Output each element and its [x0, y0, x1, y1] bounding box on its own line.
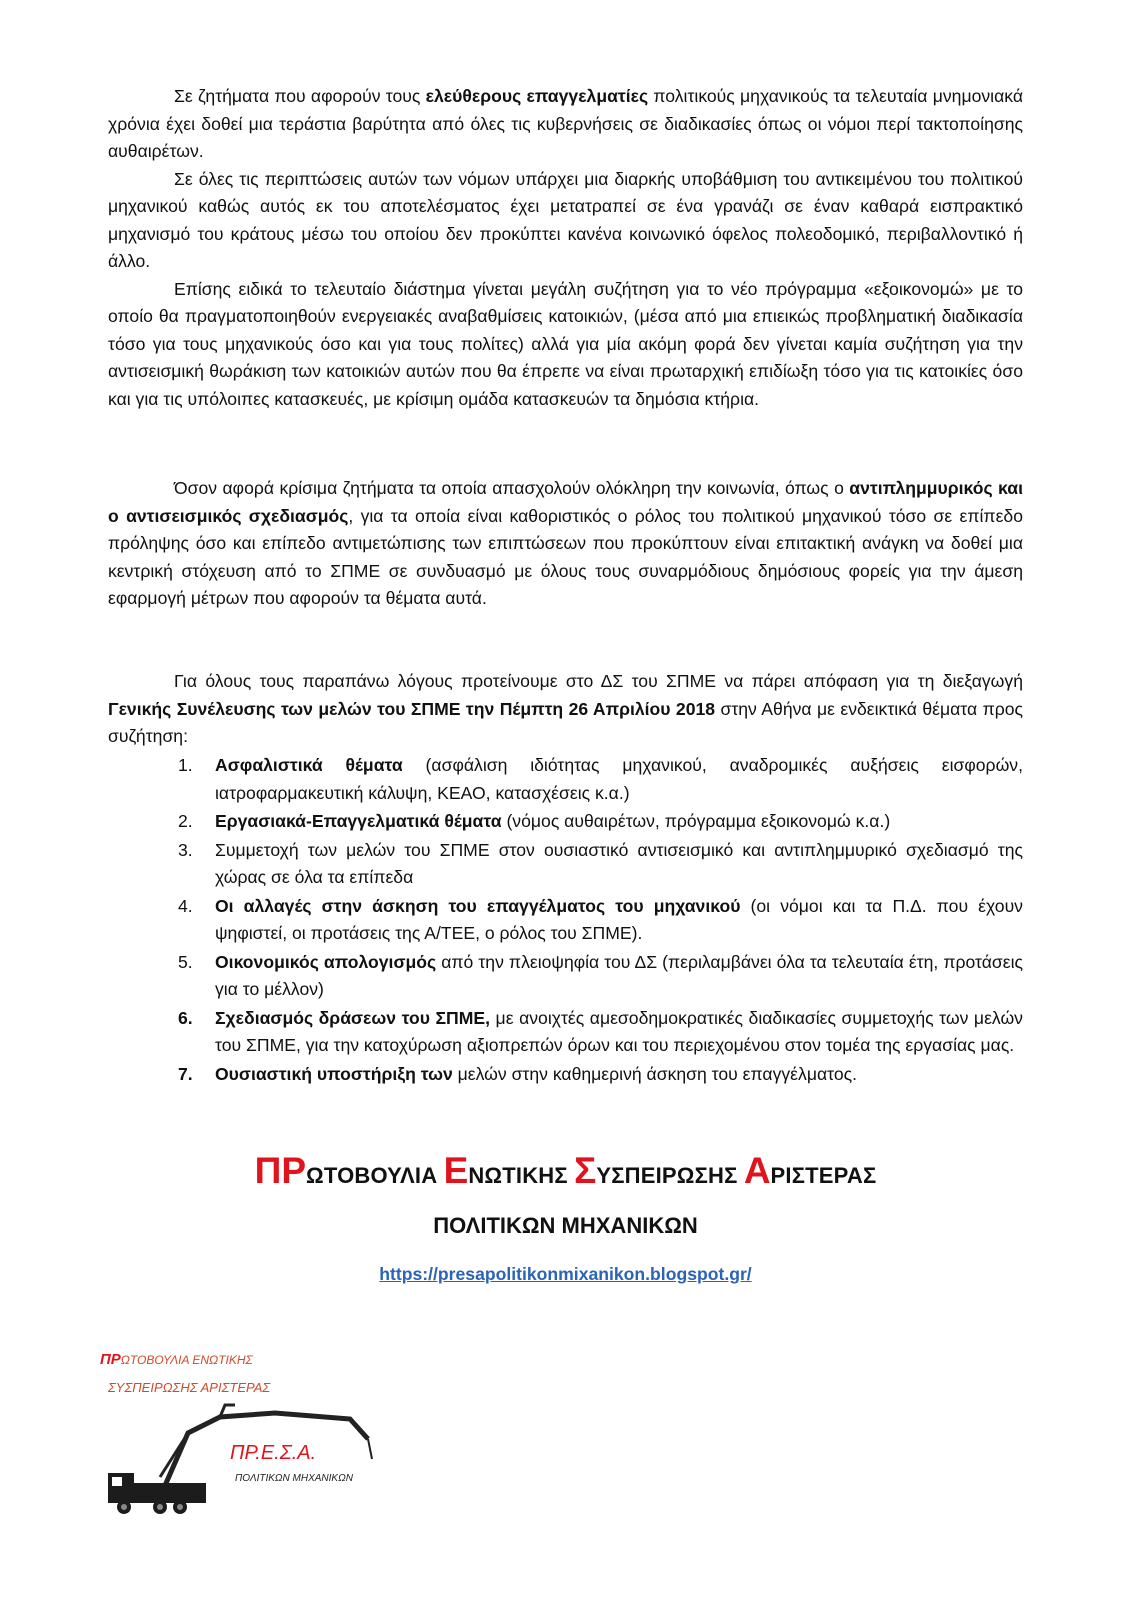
proposal-section — [108, 668, 1023, 751]
logo-caption: ΠΟΛΙΤΙΚΩΝ ΜΗΧΑΝΙΚΩΝ — [235, 1473, 353, 1484]
list-item: 2. Εργασιακά-Επαγγελματικά θέματα (νόμος αυθαιρέτων, πρόγραμμα εξοικονομώ κ.α.) — [178, 811, 891, 831]
list-item: 4. Οι αλλαγές στην άσκηση του επαγγέλματος του μηχανικού (οι νόμοι και τα Π.Δ. που έχουν ψηφιστεί, οι προτάσεις της Α/ΤΕΕ, ο ρόλος του ΣΠΜΕ). — [178, 895, 1023, 943]
crane-truck-logo-icon — [100, 1347, 380, 1527]
blog-link[interactable]: https://presapolitikonmixanikon.blogspot.gr/ — [379, 1264, 752, 1284]
list-item: 5. Οικονομικός απολογισμός από την πλειοψηφία του ΔΣ (περιλαμβάνει όλα τα τελευταία έτη, προτάσεις για το μέλλον) — [178, 951, 1023, 999]
organization-subtitle: ΠΟΛΙΤΙΚΩΝ ΜΗΧΑΝΙΚΩΝ — [433, 1213, 698, 1238]
presa-logo — [100, 1347, 380, 1527]
logo-line1-rest: ΩΤΟΒΟΥΛΙΑ ΕΝΩΤΙΚΗΣ — [120, 1353, 253, 1367]
discussion-topics-list — [178, 752, 1023, 1089]
blog-link-wrapper — [0, 1264, 1131, 1285]
emphasis-general-assembly: Γενικής Συνέλευσης των μελών του ΣΠΜΕ την Πέμπτη 26 Απριλίου 2018 — [108, 698, 716, 719]
paragraph-freelancers: Σε ζητήματα που αφορούν τους ελεύθερους επαγγελματίες πολιτικούς μηχανικούς τα τελευταία μνημονιακά χρόνια έχει δοθεί μια τεράστια βαρύτητα από όλες τις κυβερνήσεις σε διαδικασίες όπως οι νόμοι περί τακτοποίησης αυθαιρέτων. — [108, 86, 1023, 161]
svg-text:ΠΡΩΤΟΒΟΥΛΙΑ ΕΝΩΤΙΚΗΣ — [100, 1351, 254, 1368]
organization-title: ΠΡΩΤΟΒΟΥΛΙΑ ΕΝΩΤΙΚΗΣ ΣΥΣΠΕΙΡΩΣΗΣ ΑΡΙΣΤΕΡΑΣ — [254, 1150, 877, 1191]
design-section — [108, 475, 1023, 613]
list-item: 1. Ασφαλιστικά θέματα (ασφάλιση ιδιότητας μηχανικού, αναδρομικές αυξήσεις εισφορών, ιατροφαρμακευτική κάλυψη, ΚΕΑΟ, κατασχέσεις κ.α.) — [178, 755, 1023, 803]
paragraph-exoikonomo: Επίσης ειδικά το τελευταίο διάστημα γίνεται μεγάλη συζήτηση για το νέο πρόγραμμα «εξοικονομώ» με το οποίο θα πραγματοποιηθούν ενεργειακές αναβαθμίσεις κατοικιών, (μέσα από μια επιεικώς προβληματική διαδικασία τόσο για τους μηχανικούς όσο και για τους πολίτες) αλλά για μία ακόμη φορά δεν γίνεται καμία συζήτηση για την αντισεισμική θωράκιση των κατοικιών αυτών που θα έπρεπε να είναι πρωταρχική επιδίωξη τόσο για τις κατοικίες όσο και για τις υπόλοιπες κατασκευές, με κρίσιμη ομάδα κατασκευών τα δημόσια κτήρια. — [108, 278, 1023, 409]
paragraph-laws: Σε όλες τις περιπτώσεις αυτών των νόμων υπάρχει μια διαρκής υποβάθμιση του αντικειμένου του πολιτικού μηχανικού καθώς αυτός εκ του αποτελέσματος έχει μετατραπεί σε ένα γρανάζι σε έναν καθαρά εισπρακτικό μηχανισμό του κράτους μέσω του οποίου δεν προκύπτει κανένα κοινωνικό όφελος πολεοδομικό, περιβαλλοντικό ή άλλο. — [108, 168, 1023, 271]
emphasis-design: αντιπλημμυρικός και ο αντισεισμικός σχεδιασμός — [108, 478, 1023, 526]
list-item: 6. Σχεδιασμός δράσεων του ΣΠΜΕ, με ανοιχτές αμεσοδημοκρατικές διαδικασίες συμμετοχής των μελών του ΣΠΜΕ, για την κατοχύρωση αξιοπρεπών όρων και του περιεχομένου στον τομέα της εργασίας μας. — [178, 1007, 1023, 1055]
list-item: 3. Συμμετοχή των μελών του ΣΠΜΕ στον ουσιαστικό αντισεισμικό και αντιπλημμυρικό σχεδιασμό της χώρας σε όλα τα επίπεδα — [178, 839, 1023, 887]
emphasis-freelancers: ελεύθερους επαγγελματίες — [425, 86, 649, 106]
paragraph-antiflood-antiseismic: Όσον αφορά κρίσιμα ζητήματα τα οποία απασχολούν ολόκληρη την κοινωνία, όπως ο αντιπλημμυρικός και ο αντισεισμικός σχεδιασμός, για τα οποία είναι καθοριστικός ο ρόλος του πολιτικού μηχανικού τόσο σε επίπεδο πρόληψης όσο και επίπεδο αντιμετώπισης των επιπτώσεων που προκύπτουν είναι επιτακτική ανάγκη να δοθεί μια κεντρική στόχευση από το ΣΠΜΕ σε συνδυασμό με όλους τους συναρμόδιους δημόσιους φορείς για την άμεση εφαρμογή μέτρων που αφορούν τα θέματα αυτά. — [108, 478, 1023, 608]
logo-line1-cap: ΠΡ — [100, 1351, 121, 1368]
logo-acronym: ΠΡ.Ε.Σ.Α. — [230, 1442, 317, 1464]
logo-line2: ΣΥΣΠΕΙΡΩΣΗΣ ΑΡΙΣΤΕΡΑΣ — [108, 1380, 271, 1395]
paragraph-general-assembly: Για όλους τους παραπάνω λόγους προτείνουμε στο ΔΣ του ΣΠΜΕ να πάρει απόφαση για τη διεξαγωγή Γενικής Συνέλευσης των μελών του ΣΠΜΕ την Πέμπτη 26 Απριλίου 2018 στην Αθήνα με ενδεικτικά θέματα προς συζήτηση: — [108, 671, 1023, 746]
intro-section — [108, 83, 1023, 413]
list-item: 7. Ουσιαστική υποστήριξη των μελών στην καθημερινή άσκηση του επαγγέλματος. — [178, 1063, 857, 1084]
